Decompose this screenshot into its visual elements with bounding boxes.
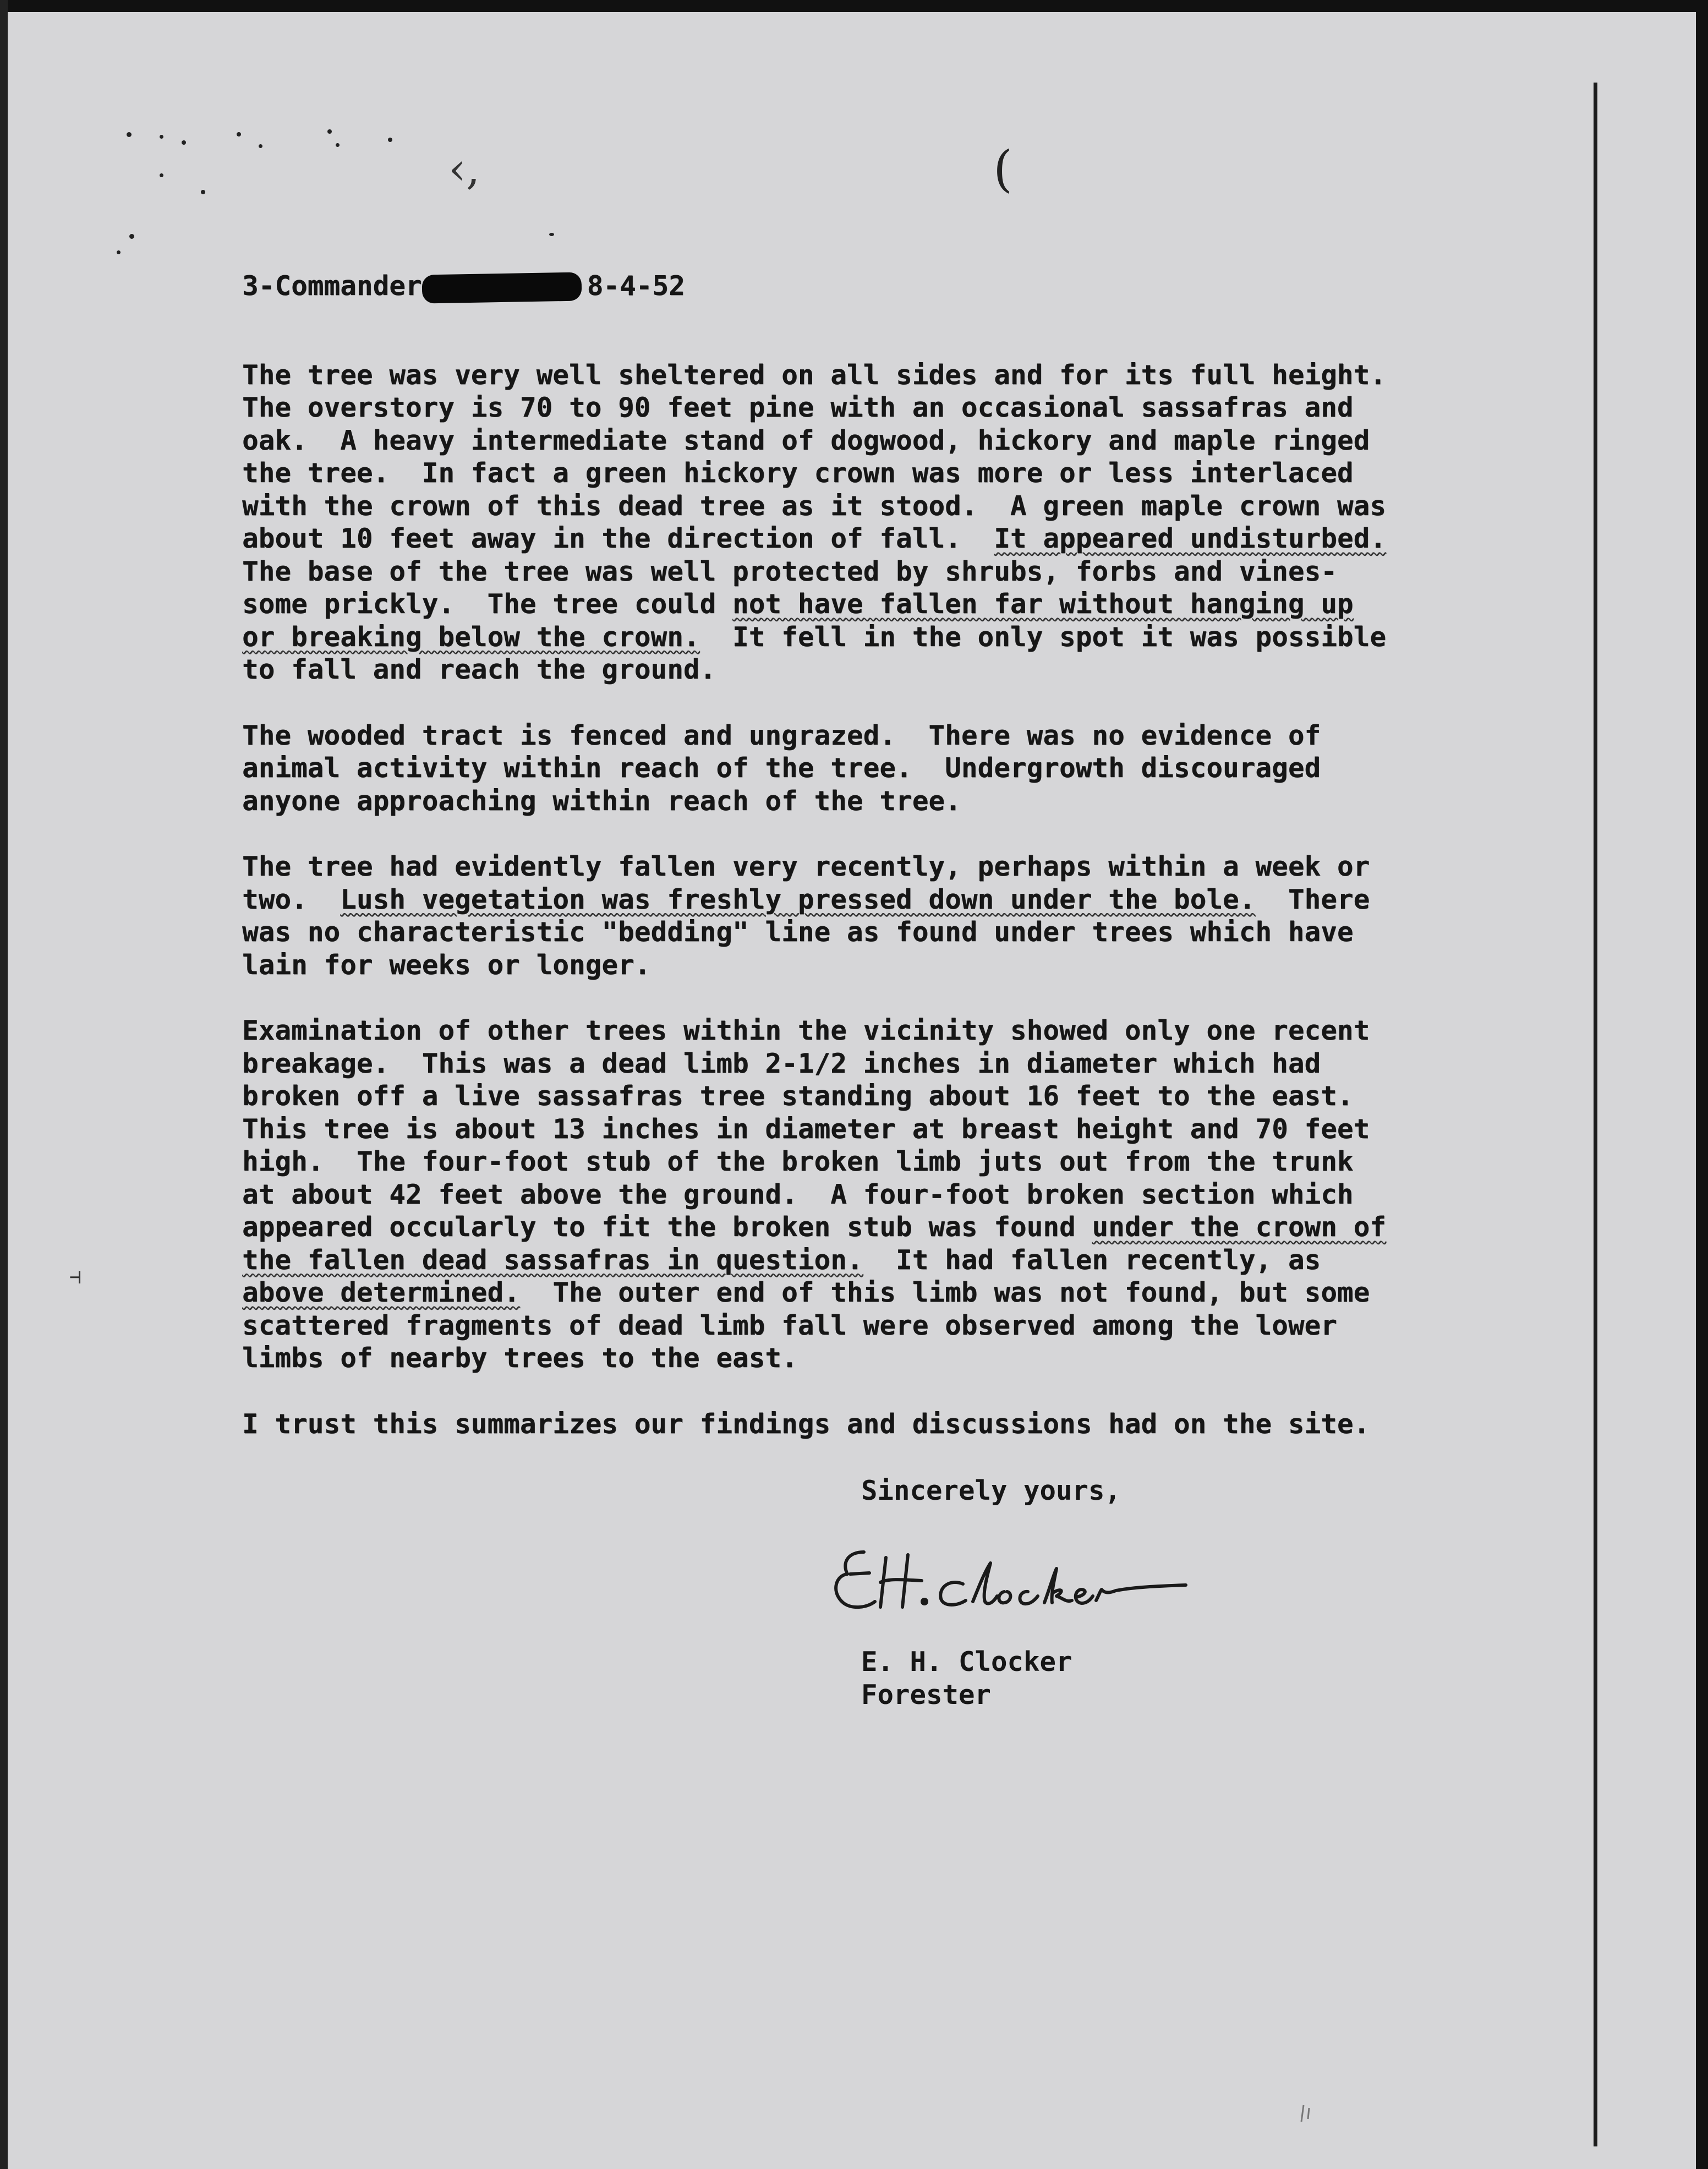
header-prefix: 3-Commander bbox=[242, 270, 422, 302]
text-line bbox=[242, 719, 1475, 752]
paragraph-5 bbox=[242, 1408, 1475, 1441]
text-segment: broken off a live sassafras tree standing about 16 feet to the east. bbox=[242, 1080, 1354, 1112]
underlined-text: above determined. bbox=[242, 1277, 520, 1308]
text-segment: The tree was very well sheltered on all sides and for its full height. bbox=[242, 359, 1387, 391]
text-segment: The base of the tree was well protected by shrubs, forbs and vines- bbox=[242, 555, 1337, 587]
speck bbox=[127, 132, 132, 137]
text-segment: The tree had evidently fallen very recently, perhaps within a week or bbox=[242, 851, 1370, 882]
paragraph-2 bbox=[242, 719, 1475, 818]
text-line bbox=[242, 621, 1475, 654]
text-segment: It fell in the only spot it was possible bbox=[699, 621, 1387, 653]
text-segment: the tree. In fact a green hickory crown was more or less interlaced bbox=[242, 457, 1354, 489]
speck bbox=[160, 135, 163, 139]
underlined-text: the fallen dead sassafras in question. bbox=[242, 1244, 863, 1276]
text-line bbox=[242, 1211, 1475, 1244]
underlined-text: or breaking below the crown. bbox=[242, 621, 700, 653]
text-line bbox=[242, 850, 1475, 883]
smudge-mark: ‹, bbox=[448, 143, 480, 194]
text-line bbox=[242, 752, 1475, 785]
signature bbox=[825, 1541, 1200, 1640]
text-segment: lain for weeks or longer. bbox=[242, 949, 651, 981]
text-line bbox=[242, 653, 1475, 686]
text-segment: oak. A heavy intermediate stand of dogwood, hickory and maple ringed bbox=[242, 424, 1370, 456]
stray-paren-mark: ( bbox=[993, 140, 1013, 198]
paragraph-3 bbox=[242, 850, 1475, 981]
text-line bbox=[242, 1309, 1475, 1342]
letter-body bbox=[242, 270, 1475, 1440]
text-segment: I trust this summarizes our findings and discussions had on the site. bbox=[242, 1408, 1370, 1440]
speck bbox=[182, 140, 186, 145]
text-segment: was no characteristic "bedding" line as found under trees which have bbox=[242, 916, 1354, 948]
text-line bbox=[242, 1113, 1475, 1146]
speck bbox=[117, 250, 121, 254]
signer-name: E. H. Clocker bbox=[861, 1646, 1072, 1678]
text-segment: two. bbox=[242, 883, 341, 915]
text-line bbox=[242, 916, 1475, 949]
text-line bbox=[242, 785, 1475, 818]
pencil-mark bbox=[1296, 2102, 1318, 2124]
text-segment: animal activity within reach of the tree. Undergrowth discouraged bbox=[242, 752, 1321, 784]
text-segment: anyone approaching within reach of the tree. bbox=[242, 785, 961, 817]
text-line bbox=[242, 1244, 1475, 1277]
scan-border-top bbox=[0, 0, 1708, 12]
closing: Sincerely yours, bbox=[861, 1475, 1121, 1506]
speck bbox=[201, 190, 205, 194]
text-segment: limbs of nearby trees to the east. bbox=[242, 1342, 798, 1374]
text-line bbox=[242, 1408, 1475, 1441]
text-line bbox=[242, 1178, 1475, 1211]
text-segment: scattered fragments of dead limb fall were observed among the lower bbox=[242, 1309, 1337, 1341]
text-line bbox=[242, 1014, 1475, 1047]
text-line bbox=[242, 949, 1475, 982]
text-segment: at about 42 feet above the ground. A four-foot broken section which bbox=[242, 1178, 1354, 1210]
text-segment: high. The four-foot stub of the broken limb juts out from the trunk bbox=[242, 1146, 1354, 1177]
speck bbox=[327, 129, 332, 134]
text-segment: The overstory is 70 to 90 feet pine with an occasional sassafras and bbox=[242, 392, 1354, 423]
speck bbox=[388, 138, 392, 142]
underlined-text: under the crown of bbox=[1092, 1211, 1387, 1243]
text-line bbox=[242, 359, 1475, 392]
side-margin-mark: ⊣ bbox=[69, 1266, 81, 1288]
text-segment: Examination of other trees within the vicinity showed only one recent bbox=[242, 1015, 1370, 1046]
text-line bbox=[242, 1047, 1475, 1080]
redaction-bar bbox=[421, 272, 582, 303]
text-segment: It had fallen recently, as bbox=[863, 1244, 1321, 1276]
margin-rule bbox=[1594, 83, 1597, 2146]
text-segment: about 10 feet away in the direction of fall. bbox=[242, 523, 994, 554]
text-line bbox=[242, 424, 1475, 457]
text-line bbox=[242, 883, 1475, 916]
speck bbox=[549, 233, 554, 236]
text-line bbox=[242, 555, 1475, 588]
text-line bbox=[242, 522, 1475, 555]
paragraphs bbox=[242, 359, 1475, 1441]
paragraph-1 bbox=[242, 359, 1475, 686]
text-line bbox=[242, 1145, 1475, 1178]
speck bbox=[129, 234, 134, 239]
signer-block bbox=[861, 1646, 1072, 1711]
text-segment: appeared occularly to fit the broken stub was found bbox=[242, 1211, 1092, 1243]
header-date: 8-4-52 bbox=[587, 270, 685, 302]
signer-title: Forester bbox=[861, 1679, 992, 1711]
speck bbox=[259, 144, 262, 148]
text-line bbox=[242, 391, 1475, 424]
scan-border-left bbox=[0, 0, 8, 2169]
text-line bbox=[242, 1342, 1475, 1375]
scan-border-right bbox=[1696, 0, 1708, 2169]
text-line bbox=[242, 457, 1475, 490]
text-segment: The wooded tract is fenced and ungrazed. There was no evidence of bbox=[242, 719, 1321, 751]
speck bbox=[336, 143, 340, 147]
text-line bbox=[242, 1080, 1475, 1113]
paragraph-4 bbox=[242, 1014, 1475, 1375]
speck bbox=[160, 173, 163, 177]
text-segment: breakage. This was a dead limb 2-1/2 inches in diameter which had bbox=[242, 1047, 1321, 1079]
underlined-text: Lush vegetation was freshly pressed down under the bole. bbox=[340, 883, 1256, 915]
text-segment: some prickly. The tree could bbox=[242, 588, 733, 620]
text-segment: with the crown of this dead tree as it stood. A green maple crown was bbox=[242, 490, 1387, 522]
underlined-text: not have fallen far without hanging up bbox=[732, 588, 1354, 620]
text-segment: The outer end of this limb was not found, but some bbox=[519, 1277, 1370, 1308]
text-line bbox=[242, 1276, 1475, 1309]
page-header bbox=[242, 270, 1475, 303]
underlined-text: It appeared undisturbed. bbox=[994, 523, 1387, 554]
text-line bbox=[242, 588, 1475, 621]
text-segment: This tree is about 13 inches in diameter at breast height and 70 feet bbox=[242, 1113, 1370, 1145]
text-segment: to fall and reach the ground. bbox=[242, 654, 716, 685]
speck bbox=[237, 132, 241, 136]
text-segment: There bbox=[1255, 883, 1370, 915]
text-line bbox=[242, 490, 1475, 523]
